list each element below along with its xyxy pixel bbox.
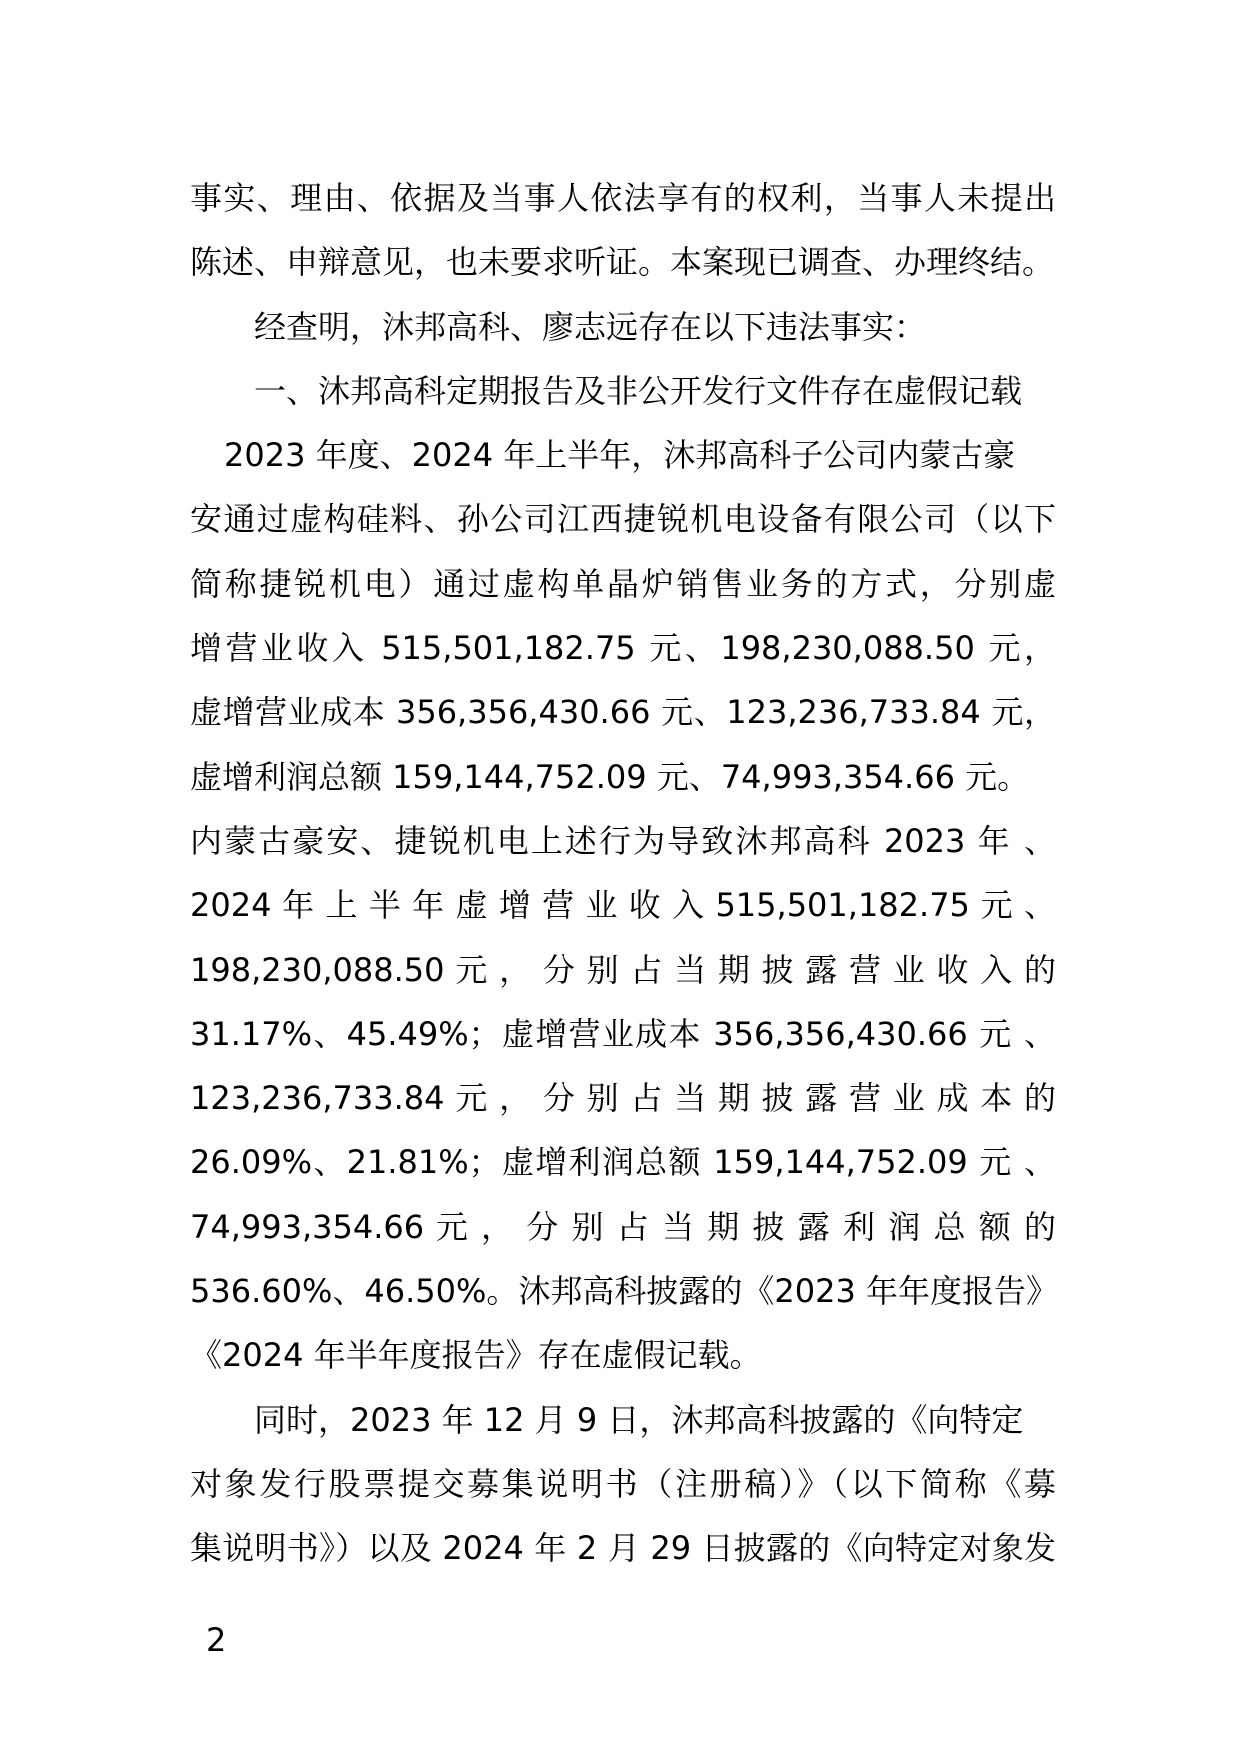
paragraph-line: 事实、理由、依据及当事人依法享有的权利，当事人未提出 bbox=[190, 179, 1056, 217]
paragraph-line: 增营业收入 515,501,182.75 元、198,230,088.50 元， bbox=[190, 629, 1056, 668]
page-number: 2 bbox=[206, 1621, 227, 1659]
paragraph-line: 经查明，沐邦高科、廖志远存在以下违法事实： bbox=[254, 307, 927, 346]
paragraph-line: 123,236,733.84 元 ， 分 别 占 当 期 披 露 营 业 成 本 的 bbox=[190, 1079, 1056, 1118]
paragraph-line: 2024 年 上 半 年 虚 增 营 业 收 入 515,501,182.75 元 、 bbox=[190, 886, 1056, 925]
paragraph-line: 虚增利润总额 159,144,752.09 元、74,993,354.66 元。 bbox=[190, 757, 1030, 796]
paragraph-line: 虚增营业成本 356,356,430.66 元、123,236,733.84 元， bbox=[190, 693, 1056, 732]
paragraph-line: 536.60%、46.50%。沐邦高科披露的《2023 年年度报告》 bbox=[190, 1272, 1059, 1311]
paragraph-line: 简称捷锐机电）通过虚构单晶炉销售业务的方式，分别虚 bbox=[190, 564, 1056, 603]
paragraph-line: 集说明书》）以及 2024 年 2 月 29 日披露的《向特定对象发 bbox=[190, 1529, 1056, 1568]
paragraph-line: 2023 年度、2024 年上半年，沐邦高科子公司内蒙古豪 bbox=[224, 436, 1016, 475]
paragraph-line: 《2024 年半年度报告》存在虚假记载。 bbox=[190, 1336, 762, 1375]
paragraph-line: 安通过虚构硅料、孙公司江西捷锐机电设备有限公司（以下 bbox=[190, 500, 1056, 539]
paragraph-line: 陈述、申辩意见，也未要求听证。本案现已调查、办理终结。 bbox=[190, 243, 1055, 282]
paragraph-line: 198,230,088.50 元 ， 分 别 占 当 期 披 露 营 业 收 入 的 bbox=[190, 950, 1056, 989]
paragraph-line: 同时，2023 年 12 月 9 日，沐邦高科披露的《向特定 bbox=[254, 1400, 1024, 1439]
paragraph-line: 对象发行股票提交募集说明书（注册稿）》（以下简称《募 bbox=[190, 1464, 1056, 1503]
paragraph-line: 74,993,354.66 元 ， 分 别 占 当 期 披 露 利 润 总 额 的 bbox=[190, 1207, 1056, 1246]
paragraph-line: 31.17%、45.49%；虚增营业成本 356,356,430.66 元 、 bbox=[190, 1014, 1056, 1053]
paragraph-line: 内蒙古豪安、捷锐机电上述行为导致沐邦高科 2023 年 、 bbox=[190, 821, 1056, 860]
paragraph-line: 26.09%、21.81%；虚增利润总额 159,144,752.09 元 、 bbox=[190, 1143, 1056, 1182]
body-text bbox=[190, 166, 1059, 1581]
section-heading: 一、沐邦高科定期报告及非公开发行文件存在虚假记载 bbox=[254, 371, 1023, 410]
